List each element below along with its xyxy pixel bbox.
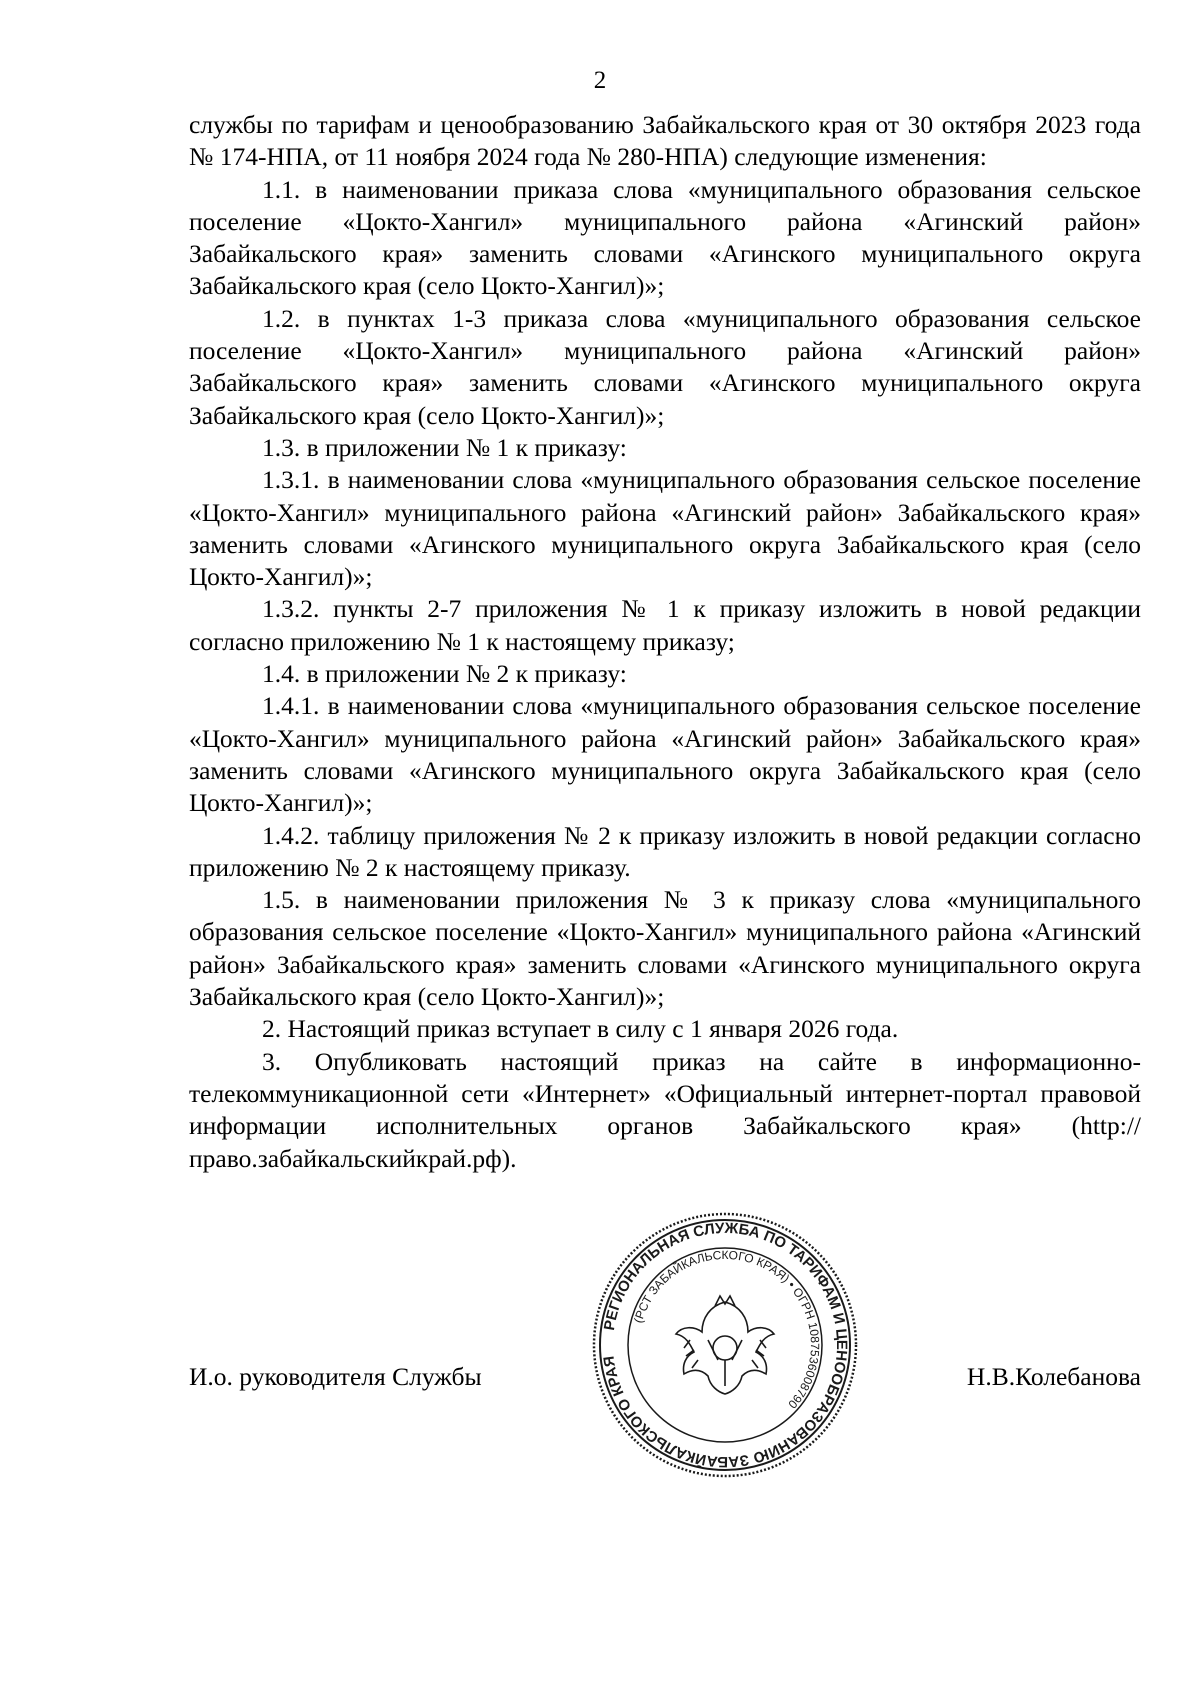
- paragraph-1-4-2: 1.4.2. таблицу приложения № 2 к приказу изложить в новой редакции согласно приложению № 2 к настоящему приказу.: [189, 820, 1141, 882]
- paragraph-1-5: 1.5. в наименовании приложения № 3 к приказу слова «муниципального образования сельское поселение «Цокто-Хангил» муниципального района «Агинский район» Забайкальского края» заменить словами «Агинского муниципального округа Забайкальского края (село Цокто-Хангил)»;: [189, 885, 1141, 1012]
- paragraph-1-4: 1.4. в приложении № 2 к приказу:: [262, 659, 627, 689]
- page-number: 2: [593, 67, 607, 94]
- paragraph-2: 2. Настоящий приказ вступает в силу с 1 января 2026 года.: [262, 1014, 899, 1044]
- coat-of-arms-emblem: [676, 1296, 774, 1394]
- paragraph-1-3-2: 1.3.2. пункты 2-7 приложения № 1 к приказу изложить в новой редакции согласно приложению № 1 к настоящему приказу;: [189, 594, 1141, 656]
- paragraph-1-4-1: 1.4.1. в наименовании слова «муниципального образования сельское поселение «Цокто-Хангил» муниципального района «Агинский район» Забайкальского края» заменить словами «Агинского муниципального округа Забайкальского края (село Цокто-Хангил)»;: [189, 691, 1141, 818]
- seal-inner-text: (РСТ ЗАБАЙКАЛЬСКОГО КРАЯ) • ОГРН 1087536008790: [631, 1247, 823, 1412]
- paragraph-intro: службы по тарифам и ценообразованию Забайкальского края от 30 октября 2023 года № 174-НПА, от 11 ноября 2024 года № 280-НПА) следующие изменения:: [189, 110, 1141, 172]
- paragraph-1-1: 1.1. в наименовании приказа слова «муниципального образования сельское поселение «Цокто-Хангил» муниципального района «Агинский район» Забайкальского края» заменить словами «Агинского муниципального округа Забайкальского края (село Цокто-Хангил)»;: [189, 174, 1141, 301]
- paragraph-1-3: 1.3. в приложении № 1 к приказу:: [262, 432, 627, 462]
- paragraph-1-3-1: 1.3.1. в наименовании слова «муниципального образования сельское поселение «Цокто-Хангил» муниципального района «Агинский район» Забайкальского края» заменить словами «Агинского муниципального округа Забайкальского края (село Цокто-Хангил)»;: [189, 465, 1141, 592]
- document-body: [189, 109, 1141, 1175]
- signatory-name: Н.В.Колебанова: [966, 1362, 1141, 1391]
- signatory-position: И.о. руководителя Службы: [189, 1362, 482, 1391]
- seal-outer-text: РЕГИОНАЛЬНАЯ СЛУЖБА ПО ТАРИФАМ И ЦЕНООБРАЗОВАНИЮ ЗАБАЙКАЛЬСКОГО КРАЯ: [600, 1219, 851, 1471]
- paragraph-3: 3. Опубликовать настоящий приказ на сайте в информационно-телекоммуникационной сети «Интернет» «Официальный интернет-портал правовой информации исполнительных органов Забайкальского края» (http://право.забайкальскийкрай.рф).: [189, 1046, 1141, 1173]
- paragraph-1-2: 1.2. в пунктах 1-3 приказа слова «муниципального образования сельское поселение «Цокто-Хангил» муниципального района «Агинский район» Забайкальского края» заменить словами «Агинского муниципального округа Забайкальского края (село Цокто-Хангил)»;: [189, 303, 1141, 430]
- official-seal: [590, 1210, 860, 1480]
